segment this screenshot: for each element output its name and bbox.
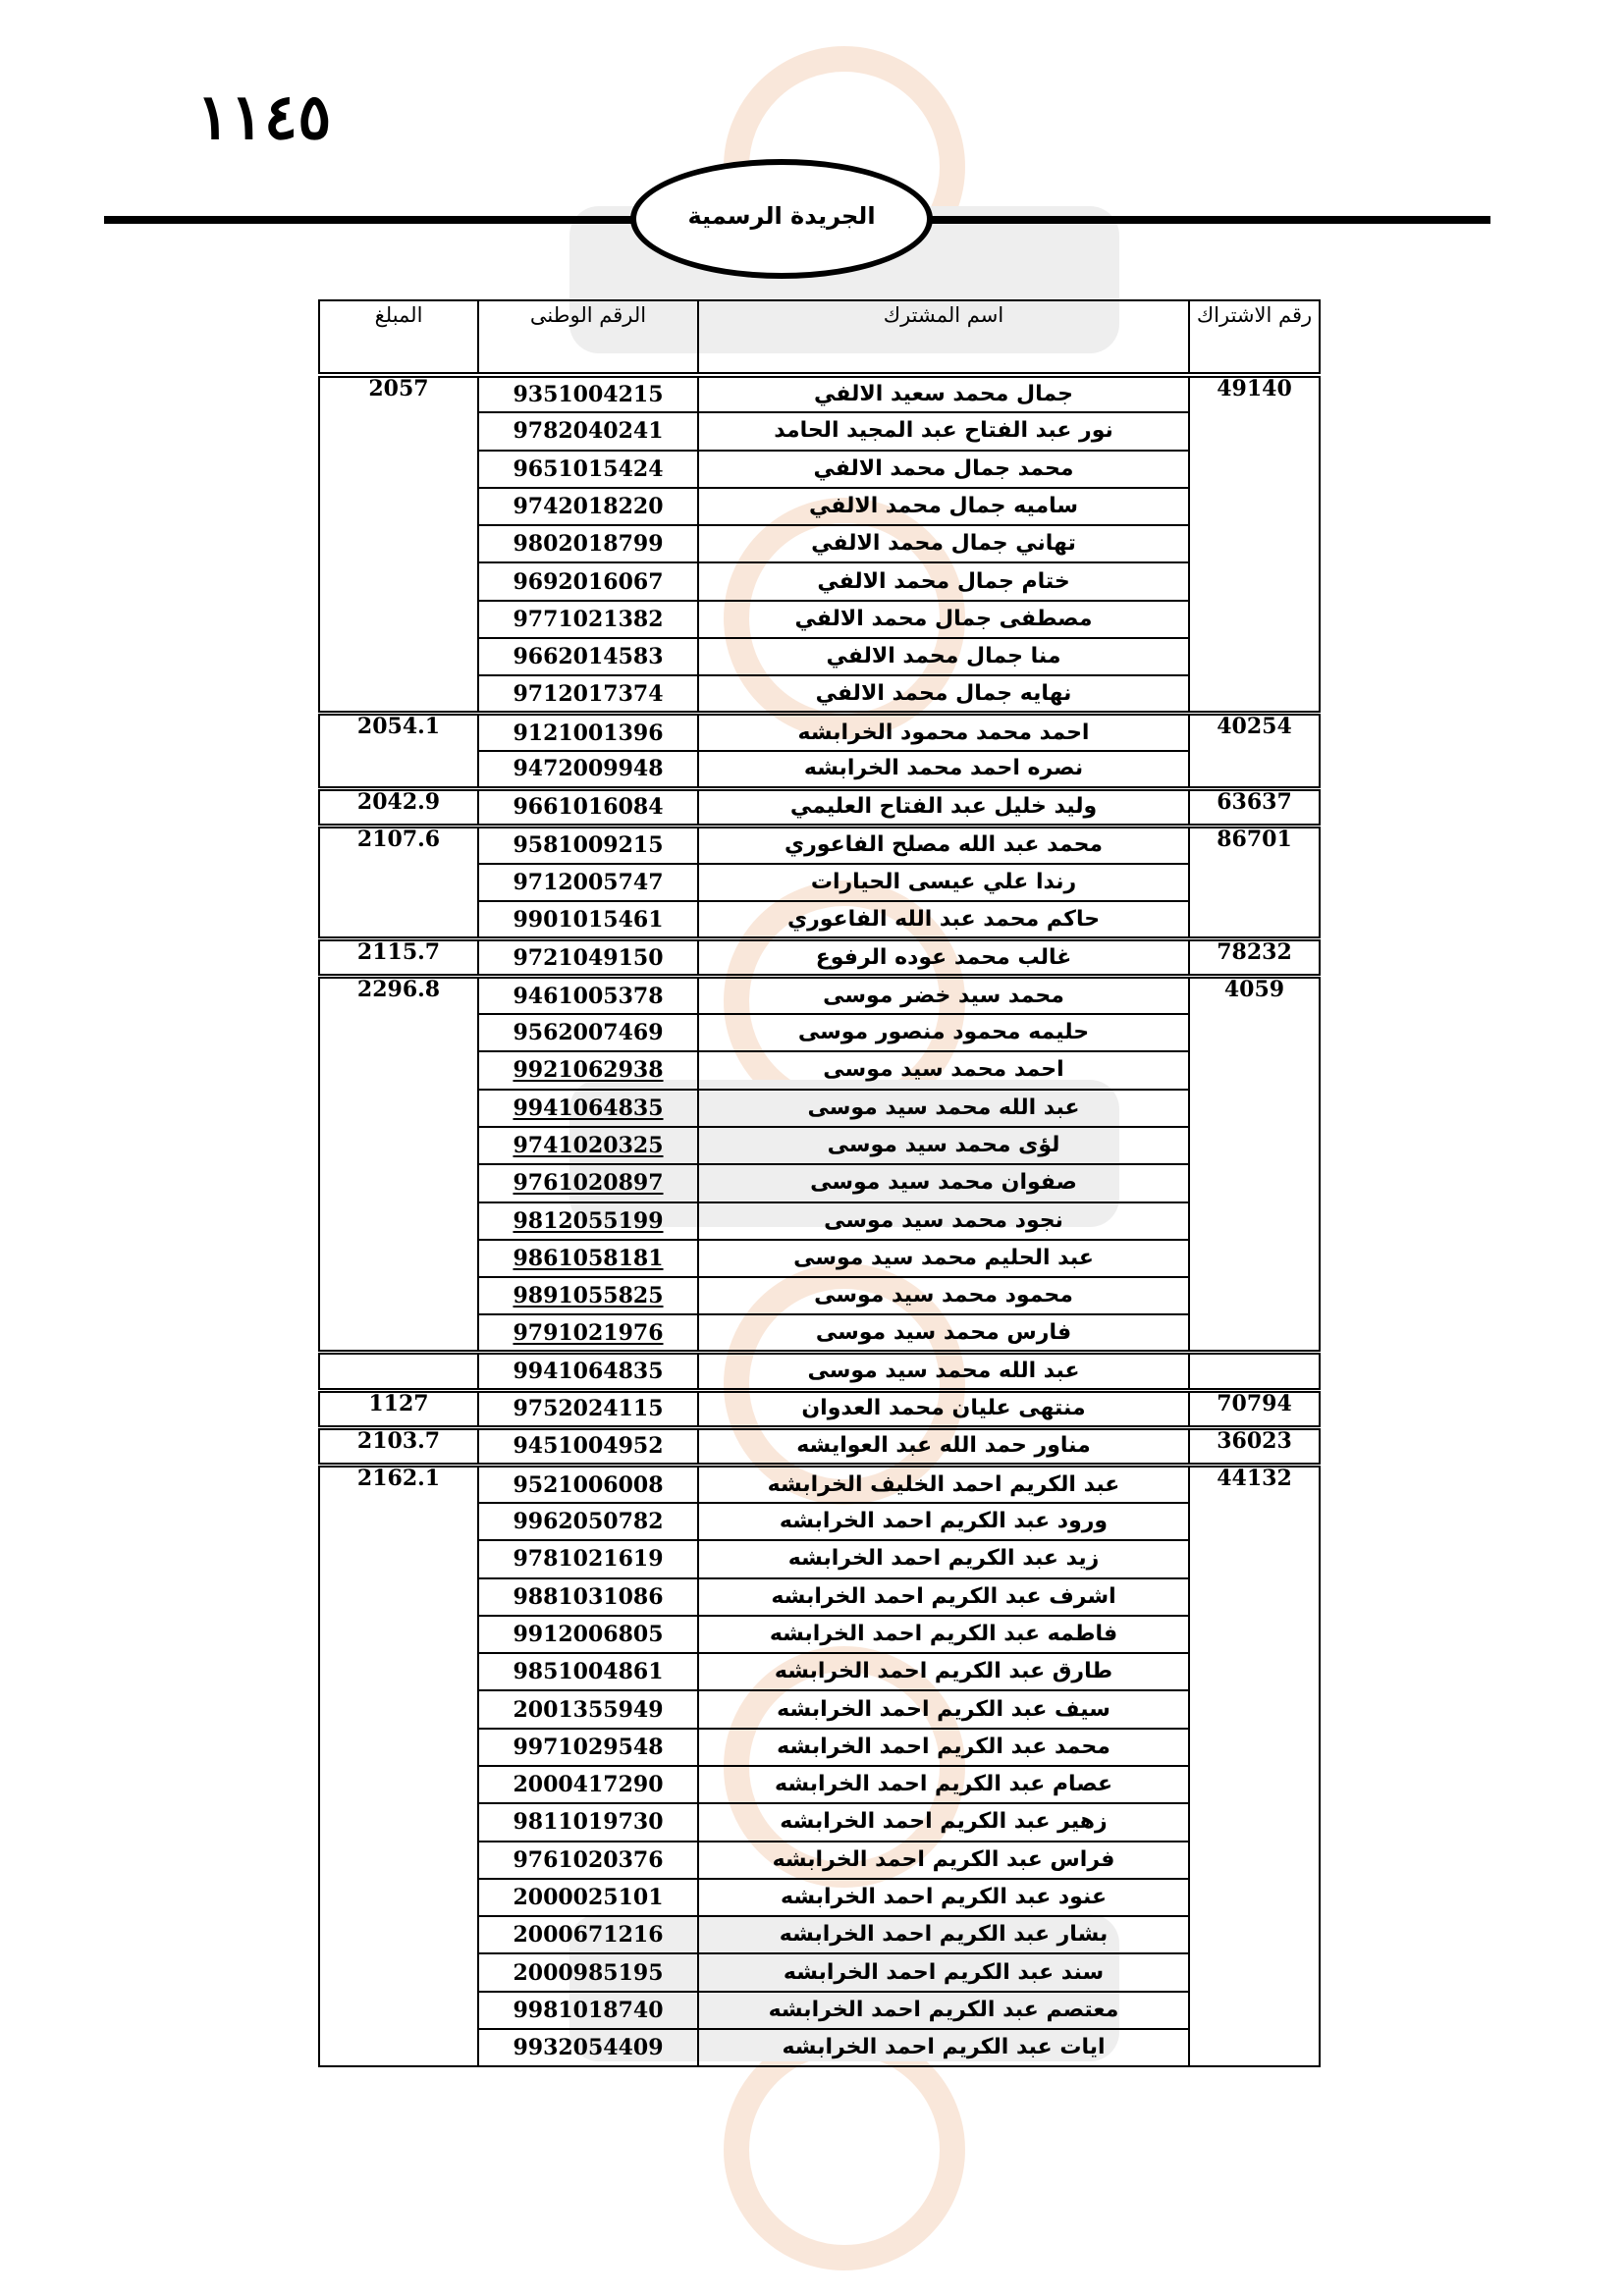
amount: 2057 — [319, 375, 478, 714]
subscriber-name: حليمه محمود منصور موسى — [698, 1014, 1189, 1051]
subscriber-name: رندا علي عيسى الحيارات — [698, 864, 1189, 901]
national-number: 2000985195 — [478, 1953, 698, 1991]
subscriber-name: غالب محمد عوده الرفوع — [698, 938, 1189, 976]
table-row — [319, 938, 1320, 976]
national-number: 9812055199 — [478, 1202, 698, 1240]
national-number: 9912006805 — [478, 1616, 698, 1653]
national-number: 9811019730 — [478, 1803, 698, 1841]
subscriber-name: عنود عبد الكريم احمد الخرابشه — [698, 1879, 1189, 1916]
national-number: 9971029548 — [478, 1729, 698, 1766]
subscription-number: 63637 — [1189, 788, 1320, 826]
national-number: 9941064835 — [478, 1090, 698, 1127]
national-number: 9741020325 — [478, 1127, 698, 1164]
subscriber-name: جمال محمد سعيد الالفي — [698, 375, 1189, 412]
subscriber-name: مناور حمد الله عبد العوايشه — [698, 1427, 1189, 1465]
header-amount: المبلغ — [319, 300, 478, 375]
national-number: 9891055825 — [478, 1277, 698, 1314]
subscriber-name: ايات عبد الكريم احمد الخرابشه — [698, 2029, 1189, 2066]
subscriber-name: عبد الحليم محمد سيد موسى — [698, 1240, 1189, 1277]
subscriber-name: منا جمال محمد الالفي — [698, 638, 1189, 675]
subscriber-name: وليد خليل عبد الفتاح العليمي — [698, 788, 1189, 826]
subscriber-name: احمد محمد محمود الخرابشه — [698, 714, 1189, 751]
subscription-number: 44132 — [1189, 1466, 1320, 2067]
subscriber-name: عبد الكريم احمد الخليف الخرابشه — [698, 1466, 1189, 1503]
subscriber-name: ورود عبد الكريم احمد الخرابشه — [698, 1503, 1189, 1540]
national-number: 9521006008 — [478, 1466, 698, 1503]
national-number: 9861058181 — [478, 1240, 698, 1277]
national-number: 2001355949 — [478, 1690, 698, 1728]
subscriber-name: بشار عبد الكريم احمد الخرابشه — [698, 1916, 1189, 1953]
header-national-no: الرقم الوطنى — [478, 300, 698, 375]
subscriber-name: صفوان محمد سيد موسى — [698, 1164, 1189, 1201]
subscriber-name: زهير عبد الكريم احمد الخرابشه — [698, 1803, 1189, 1841]
national-number: 9782040241 — [478, 412, 698, 450]
header-title: الجريدة الرسمية — [687, 202, 876, 230]
national-number: 9692016067 — [478, 562, 698, 600]
national-number: 9791021976 — [478, 1314, 698, 1352]
national-number: 2000025101 — [478, 1879, 698, 1916]
table-header-row — [319, 300, 1320, 375]
subscriber-name: نصره احمد محمد الخرابشه — [698, 751, 1189, 788]
subscription-number — [1189, 1353, 1320, 1390]
national-number: 2000417290 — [478, 1766, 698, 1803]
subscriber-name: عصام عبد الكريم احمد الخرابشه — [698, 1766, 1189, 1803]
subscriber-name: محمد عبد الله مصلح الفاعوري — [698, 827, 1189, 864]
national-number: 9461005378 — [478, 977, 698, 1014]
subscription-number: 40254 — [1189, 714, 1320, 789]
table-row — [319, 827, 1320, 864]
amount: 2296.8 — [319, 977, 478, 1353]
table-row — [319, 1466, 1320, 1503]
table-row — [319, 1427, 1320, 1465]
amount: 2162.1 — [319, 1466, 478, 2067]
national-number: 9781021619 — [478, 1540, 698, 1577]
amount — [319, 1353, 478, 1390]
subscribers-table — [318, 299, 1321, 2067]
national-number: 9351004215 — [478, 375, 698, 412]
national-number: 9962050782 — [478, 1503, 698, 1540]
subscription-number: 49140 — [1189, 375, 1320, 714]
subscriber-name: محمد عبد الكريم احمد الخرابشه — [698, 1729, 1189, 1766]
subscriber-name: حاكم محمد عبد الله الفاعوري — [698, 901, 1189, 938]
subscriber-name: احمد محمد سيد موسى — [698, 1051, 1189, 1089]
amount: 2042.9 — [319, 788, 478, 826]
subscriber-name: طارق عبد الكريم احمد الخرابشه — [698, 1653, 1189, 1690]
subscriber-name: منتهى عليان محمد العدوان — [698, 1390, 1189, 1427]
national-number: 9981018740 — [478, 1992, 698, 2029]
subscriber-name: محمد سيد خضر موسى — [698, 977, 1189, 1014]
national-number: 9761020376 — [478, 1842, 698, 1879]
subscriber-name: فاطمه عبد الكريم احمد الخرابشه — [698, 1616, 1189, 1653]
subscriber-name: معتصم عبد الكريم احمد الخرابشه — [698, 1992, 1189, 2029]
subscription-number: 86701 — [1189, 827, 1320, 939]
subscriber-name: ساميه جمال محمد الالفي — [698, 488, 1189, 525]
national-number: 9661016084 — [478, 788, 698, 826]
national-number: 9851004861 — [478, 1653, 698, 1690]
national-number: 9941064835 — [478, 1353, 698, 1390]
subscriber-name: مصطفى جمال محمد الالفي — [698, 601, 1189, 638]
national-number: 9662014583 — [478, 638, 698, 675]
page-number: ١١٤٥ — [196, 80, 332, 154]
subscriber-name: فارس محمد سيد موسى — [698, 1314, 1189, 1352]
national-number: 9472009948 — [478, 751, 698, 788]
subscriber-name: عبد الله محمد سيد موسى — [698, 1353, 1189, 1390]
subscriber-name: نجود محمد سيد موسى — [698, 1202, 1189, 1240]
subscription-number: 36023 — [1189, 1427, 1320, 1465]
national-number: 9721049150 — [478, 938, 698, 976]
subscriber-name: نهايه جمال محمد الالفي — [698, 675, 1189, 713]
national-number: 9752024115 — [478, 1390, 698, 1427]
header-oval — [630, 159, 933, 279]
national-number: 9771021382 — [478, 601, 698, 638]
subscriber-name: عبد الله محمد سيد موسى — [698, 1090, 1189, 1127]
national-number: 9901015461 — [478, 901, 698, 938]
subscriber-name: سيف عبد الكريم احمد الخرابشه — [698, 1690, 1189, 1728]
subscriber-name: فراس عبد الكريم احمد الخرابشه — [698, 1842, 1189, 1879]
national-number: 9451004952 — [478, 1427, 698, 1465]
amount: 1127 — [319, 1390, 478, 1427]
subscription-number: 78232 — [1189, 938, 1320, 976]
subscription-number: 70794 — [1189, 1390, 1320, 1427]
national-number: 9581009215 — [478, 827, 698, 864]
table-row — [319, 375, 1320, 412]
subscriber-name: محمد جمال محمد الالفي — [698, 451, 1189, 488]
national-number: 9712005747 — [478, 864, 698, 901]
subscriber-name: تهاني جمال محمد الالفي — [698, 525, 1189, 562]
table-row — [319, 714, 1320, 751]
subscriber-name: اشرف عبد الكريم احمد الخرابشه — [698, 1578, 1189, 1616]
amount: 2115.7 — [319, 938, 478, 976]
subscriber-name: سند عبد الكريم احمد الخرابشه — [698, 1953, 1189, 1991]
subscriber-name: زيد عبد الكريم احمد الخرابشه — [698, 1540, 1189, 1577]
national-number: 9651015424 — [478, 451, 698, 488]
national-number: 9562007469 — [478, 1014, 698, 1051]
national-number: 9921062938 — [478, 1051, 698, 1089]
table-row — [319, 977, 1320, 1014]
national-number: 9932054409 — [478, 2029, 698, 2066]
amount: 2103.7 — [319, 1427, 478, 1465]
amount: 2054.1 — [319, 714, 478, 789]
national-number: 9121001396 — [478, 714, 698, 751]
table-row — [319, 788, 1320, 826]
national-number: 2000671216 — [478, 1916, 698, 1953]
table-body — [319, 375, 1320, 2066]
national-number: 9881031086 — [478, 1578, 698, 1616]
header-subscriber-name: اسم المشترك — [698, 300, 1189, 375]
national-number: 9742018220 — [478, 488, 698, 525]
table-row — [319, 1390, 1320, 1427]
subscriber-name: محمود محمد سيد موسى — [698, 1277, 1189, 1314]
subscriber-name: لؤى محمد سيد موسى — [698, 1127, 1189, 1164]
national-number: 9712017374 — [478, 675, 698, 713]
subscription-number: 4059 — [1189, 977, 1320, 1353]
subscriber-name: ختام جمال محمد الالفي — [698, 562, 1189, 600]
national-number: 9802018799 — [478, 525, 698, 562]
amount: 2107.6 — [319, 827, 478, 939]
header-subscription-no: رقم الاشتراك — [1189, 300, 1320, 375]
table-row — [319, 1353, 1320, 1390]
subscriber-name: نور عبد الفتاح عبد المجيد الحامد — [698, 412, 1189, 450]
national-number: 9761020897 — [478, 1164, 698, 1201]
